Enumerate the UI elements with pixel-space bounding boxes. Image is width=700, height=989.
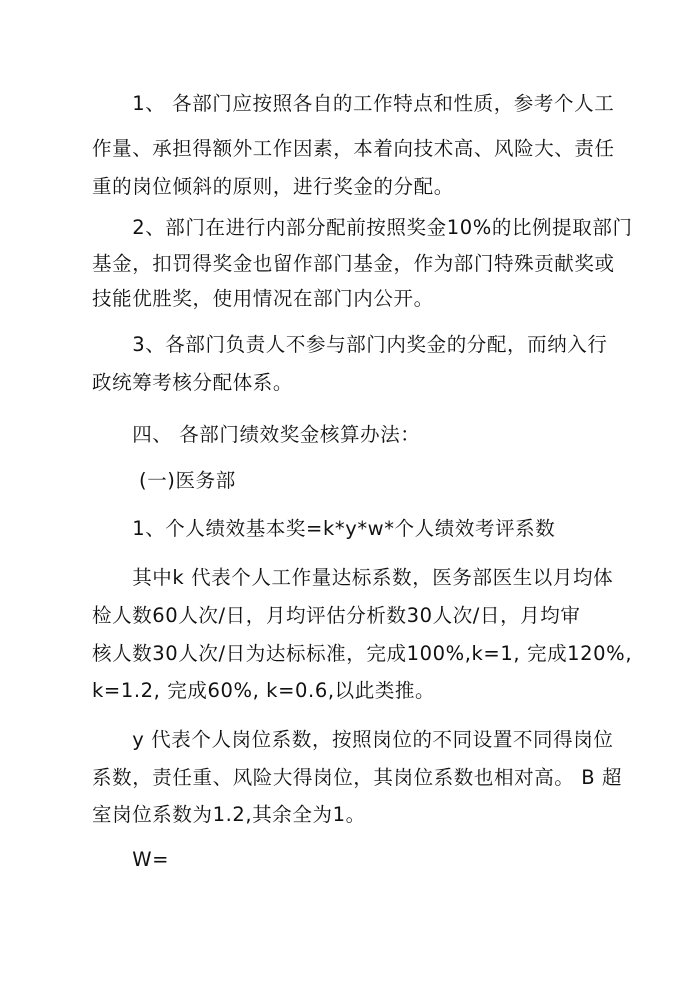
paragraph-line: 基金，扣罚得奖金也留作部门基金，作为部门特殊贡献奖或	[92, 252, 615, 275]
formula-line: 1、个人绩效基本奖=k*y*w*个人绩效考评系数	[92, 517, 556, 540]
paragraph-line: 重的岗位倾斜的原则，进行奖金的分配。	[92, 175, 454, 198]
paragraph-line: 1、 各部门应按照各自的工作特点和性质，参考个人工	[92, 92, 615, 115]
paragraph-line: W=	[92, 848, 170, 871]
paragraph-line: 系数，责任重、风险大得岗位，其岗位系数也相对高。 B 超	[92, 766, 623, 789]
subsection-heading: (一)医务部	[92, 469, 236, 492]
paragraph-line: 核人数30人次/日为达标标准，完成100%,k=1, 完成120%,	[92, 642, 633, 665]
paragraph-line: 检人数60人次/日，月均评估分析数30人次/日，月均审	[92, 604, 581, 627]
paragraph-line: 室岗位系数为1.2,其余全为1。	[92, 803, 366, 826]
paragraph-line: 作量、承担得额外工作因素，本着向技术高、风险大、责任	[92, 137, 615, 160]
paragraph-line: y 代表个人岗位系数，按照岗位的不同设置不同得岗位	[92, 728, 614, 751]
paragraph-line: 3、各部门负责人不参与部门内奖金的分配，而纳入行	[92, 333, 608, 356]
section-heading: 四、 各部门绩效奖金核算办法：	[92, 423, 421, 446]
paragraph-line: k=1.2, 完成60%, k=0.6,以此类推。	[92, 679, 436, 702]
paragraph-line: 2、部门在进行内部分配前按照奖金10%的比例提取部门	[92, 216, 633, 239]
paragraph-line: 其中k 代表个人工作量达标系数，医务部医生以月均体	[92, 566, 614, 589]
paragraph-line: 政统筹考核分配体系。	[92, 371, 294, 394]
paragraph-line: 技能优胜奖，使用情况在部门内公开。	[92, 287, 434, 310]
